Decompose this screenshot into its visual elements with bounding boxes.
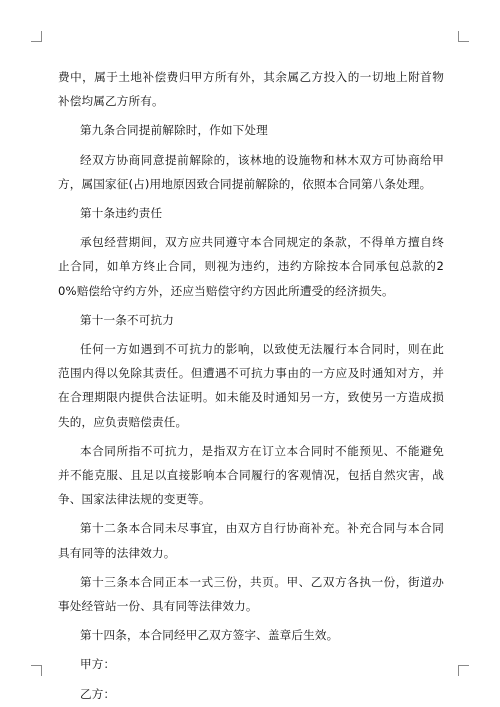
corner-mark-bottom-right xyxy=(458,665,469,676)
paragraph-continuation: 费中，属于土地补偿费归甲方所有外，其余属乙方投入的一切地上附首物补偿均属乙方所有。 xyxy=(58,70,444,109)
corner-mark-top-left xyxy=(31,31,42,42)
signature-party-a: 甲方： xyxy=(80,657,116,672)
heading-article-9: 第九条合同提前解除时，作如下处理 xyxy=(80,123,268,138)
paragraph-article-14: 第十四条，本合同经甲乙双方签字、盖章后生效。 xyxy=(80,628,339,643)
signature-party-b: 乙方： xyxy=(80,686,116,701)
paragraph-article-12: 第十二条本合同未尽事宜，由双方自行协商补充。补充合同与本合同具有同等的法律效力。 xyxy=(58,521,444,560)
paragraph-article-9: 经双方协商同意提前解除的，该林地的设施物和林木双方可协商给甲方，属国家征(占)用地原因致合同提前解除的，依照本合同第八条处理。 xyxy=(58,152,444,191)
paragraph-article-13: 第十三条本合同正本一式三份，共页。甲、乙双方各执一份，街道办事处经管站一份、具有同等法律效力。 xyxy=(58,574,444,614)
document-body xyxy=(58,65,444,706)
paragraph-force-majeure-effect: 任何一方如遇到不可抗力的影响，以致使无法履行本合同时，则在此范围内得以免除其责任。但遭遇不可抗力事由的一方应及时通知对方，并在合理期限内提供合法证明。如未能及时通知另一方，致使另一方造成损失的，应负责赔偿责任。 xyxy=(58,342,444,429)
corner-mark-bottom-left xyxy=(31,665,42,676)
heading-article-10: 第十条违约责任 xyxy=(80,206,163,221)
heading-article-11: 第十一条不可抗力 xyxy=(80,312,174,327)
corner-mark-top-right xyxy=(458,31,469,42)
paragraph-article-10: 承包经营期间，双方应共同遵守本合同规定的条款，不得单方擅自终止合同，如单方终止合同，则视为违约，违约方除按本合同承包总款的20%赔偿给守约方外，还应当赔偿守约方因此所遭受的经济损失。 xyxy=(58,235,444,298)
paragraph-force-majeure-definition: 本合同所指不可抗力，是指双方在订立本合同时不能预见、不能避免并不能克服、且足以直接影响本合同履行的客观情况，包括自然灾害，战争、国家法律法规的变更等。 xyxy=(58,443,444,507)
